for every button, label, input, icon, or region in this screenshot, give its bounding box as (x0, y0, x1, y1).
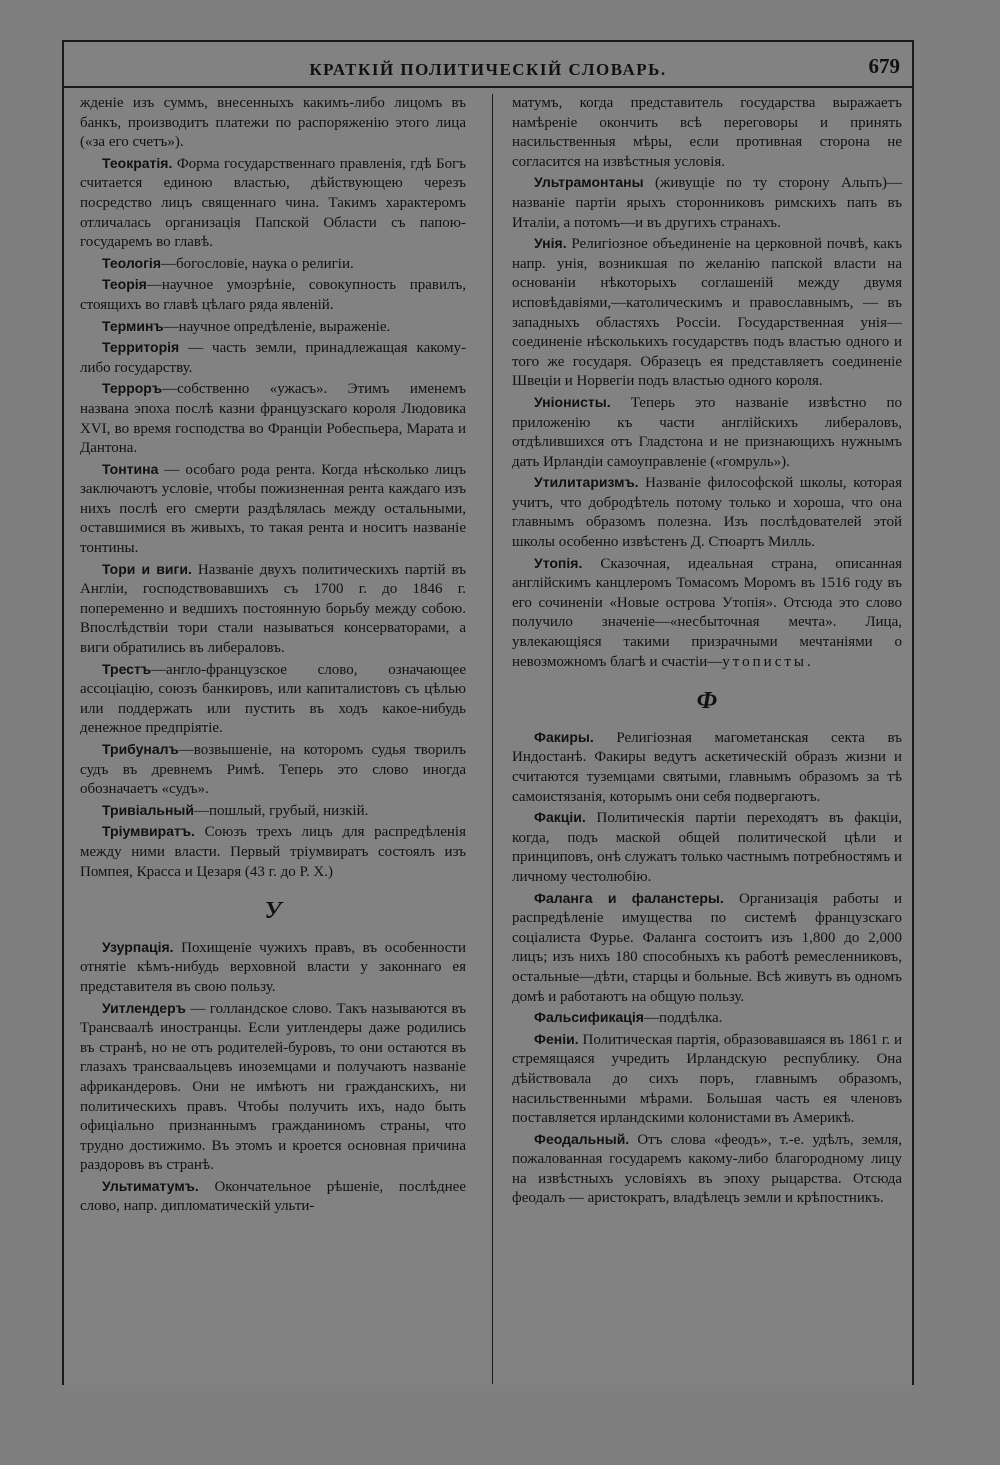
dictionary-entry (80, 338, 466, 378)
entry-definition: —богословіе, наука о религіи. (161, 255, 354, 272)
entry-term: Утилитаризмъ. (534, 474, 639, 491)
entry-term: Утопія. (534, 554, 583, 571)
entry-definition: —пошлый, грубый, низкій. (193, 802, 369, 819)
dictionary-entry (512, 393, 902, 472)
dictionary-entry (80, 740, 466, 800)
dictionary-entry (80, 275, 466, 315)
entry-term: Терминъ (102, 317, 164, 334)
running-title: КРАТКІЙ ПОЛИТИЧЕСКІЙ СЛОВАРЬ. (309, 60, 667, 79)
entry-term: Тори и виги. (102, 560, 192, 577)
entry-definition: —научное умозрѣніе, совокупность правилъ, стоящихъ во главѣ цѣлаго ряда явленій. (80, 277, 466, 313)
entry-term: Факціи. (534, 809, 586, 826)
entry-term: Факиры. (534, 728, 594, 745)
entry-definition: Религіозное объединеніе на церковной почвѣ, какъ напр. унія, возникшая по желанію папской власти на основаніи нѣкоторыхъ соглашеній между двумя исповѣдавіями,—католическимъ и православнымъ, — въ западныхъ областяхъ Россіи. Государственная унія—соединеніе нѣсколькихъ государствъ подъ властью одного и того же государя. Образецъ ея представляетъ соединеніе Швеціи и Норвегіи подъ властью одного короля. (512, 236, 902, 390)
dictionary-entry (512, 473, 902, 552)
entry-definition: — особаго рода рента. Когда нѣсколько лицъ заключаютъ условіе, чтобы пожизненная рента каждаго изъ нихъ послѣ его смерти раздѣлялась между остальными, оставшимися въ живыхъ, то такая рента и носитъ названіе тонтины. (80, 461, 466, 557)
dictionary-entry (80, 460, 466, 559)
entry-definition: —англо-французское слово, означающее ассоціацію, союзъ банкировъ, или капиталистовъ съ цѣлью или поддержать или пустить въ ходъ какое-нибудь денежное предпріятіе. (80, 661, 466, 737)
dictionary-entry (80, 999, 466, 1176)
dictionary-entry (80, 801, 466, 822)
entry-term: Тонтина (102, 460, 159, 477)
entry-term: Фаланга и фаланстеры. (534, 889, 724, 906)
dictionary-entry (80, 938, 466, 998)
page-number: 679 (868, 54, 900, 78)
entry-term: Теорія (102, 276, 147, 293)
entry-term: Феніи. (534, 1030, 579, 1047)
entry-term: Феодальный. (534, 1130, 630, 1147)
dictionary-entry (512, 173, 902, 233)
dictionary-entry (512, 1130, 902, 1209)
page-header (64, 52, 912, 88)
entry-definition: — голландское слово. Такъ называются въ Трансваалѣ иностранцы. Если уитлендеры даже родились въ странѣ, но не отъ родителей-буровъ, то они остаются въ глазахъ трансваальцевъ иноземцами и получаютъ названіе африкандеровъ. Они не имѣютъ ни гражданскихъ, ни политическихъ правъ. Чтобы получить ихъ, надо быть офиціально признаннымъ гражданиномъ страны, что трудно достижимо. Въ этомъ и кроется основная причина раздоровъ въ странѣ. (80, 1000, 466, 1174)
continued-text: жденіе изъ суммъ, внесенныхъ какимъ-либо лицомъ въ банкъ, производитъ платежи по распоряженію этого лица («за его счетъ»). (80, 95, 466, 151)
entry-term: Узурпація. (102, 938, 174, 955)
section-letter-u: У (264, 898, 282, 925)
entry-definition: Союзъ трехъ лицъ для распредѣленія между ними власти. Первый тріумвиратъ состоялъ изъ Помпея, Красса и Цезаря (43 г. до Р. Х.) (80, 824, 466, 880)
entry-definition: Названіе философской школы, которая учитъ, что добродѣтель потому только и хороша, что она главнымъ образомъ полезна. Изъ послѣдователей этой школы особенно извѣстенъ Д. Стюартъ Милль. (512, 475, 902, 551)
entry-definition: Окончательное рѣшеніе, послѣднее слово, напр. дипломатическій ульти- (80, 1178, 466, 1215)
dictionary-entry (512, 1008, 902, 1029)
dictionary-entry (512, 234, 902, 392)
entries-f (512, 728, 902, 1209)
left-column (80, 94, 466, 1218)
dictionary-entry (80, 154, 466, 253)
entry-definition: Похищеніе чужихъ правъ, въ особенности отнятіе кѣмъ-нибудь верховной власти у законнаго ея представителя въ свою пользу. (80, 939, 466, 995)
dictionary-entry (80, 660, 466, 739)
entry-term: Теократія. (102, 154, 173, 171)
entries-t (80, 154, 466, 882)
entries-u (80, 938, 466, 1217)
section-letter-f: Ф (696, 688, 718, 715)
entry-term: Терроръ (102, 380, 163, 397)
entry-spaced-word: утописты. (722, 653, 814, 670)
entry-term: Теологія (102, 254, 161, 271)
entry-term: Уніонисты. (534, 393, 611, 410)
entry-term: Тривіальный (102, 801, 194, 818)
entry-definition: —научное опредѣленіе, выраженіе. (163, 318, 391, 335)
entry-definition: Религіозная магометанская секта въ Индостанѣ. Факиры ведутъ аскетическій образъ жизни и считаются туземцами святыми, главнымъ образомъ за тѣ самоистязанія, которымъ они себя подвергаютъ. (512, 729, 902, 805)
dictionary-entry (512, 1030, 902, 1129)
entry-definition: Политическая партія, образовавшаяся въ 1861 г. и стремящаяся учредить Ирландскую республику. Она дѣйствовала до сихъ поръ, главнымъ образомъ, насильственными мѣрами. Большая часть ея членовъ поставляется ирландскими колонистами въ Америкѣ. (512, 1031, 902, 1127)
entry-definition: Теперь это названіе извѣстно по приложенію къ части англійскихъ либераловъ, отдѣлившихся отъ Гладстона и не признающихъ нужнымъ дать Ирландіи самоуправленіе («гомруль»). (512, 394, 902, 470)
dictionary-entry (80, 379, 466, 458)
entry-definition: (живущіе по ту сторону Альпъ)—названіе партіи ярыхъ сторонниковъ римскихъ папъ въ Италіи, а потомъ—и въ другихъ странахъ. (512, 175, 902, 231)
continued-text: матумъ, когда представитель государства выражаетъ намѣреніе окончить всѣ переговоры и принять насильственныя мѣры, если противная сторона не согласится на извѣстныя условія. (512, 95, 902, 170)
entry-definition: Организація работы и распредѣленіе имущества по системѣ французскаго соціалиста Фурье. Фаланга состоитъ изъ 1,800 до 2,000 лицъ; изъ нихъ 180 способныхъ къ работѣ ремесленниковъ, остальные—дѣти, старцы и больные. Всѣ живутъ въ одномъ домѣ и работаютъ на общую пользу. (512, 890, 902, 1005)
entry-term: Унія. (534, 235, 567, 252)
dictionary-entry (80, 317, 466, 338)
entry-definition: —возвышеніе, на которомъ судья творилъ судъ въ древнемъ Римѣ. Теперь это слово иногда обозначаетъ «судъ». (80, 742, 466, 798)
dictionary-entry (512, 554, 902, 673)
entry-definition: —собственно «ужасъ». Этимъ именемъ названа эпоха послѣ казни французскаго короля Людовика XVI, во время господства во Франціи Робеспьера, Марата и Дантона. (80, 381, 466, 457)
entry-definition: Отъ слова «феодъ», т.-е. удѣлъ, земля, пожалованная государемъ какому-либо благородному лицу на извѣстныхъ условіяхъ въ эпоху рыцарства. Отсюда феодалъ — аристократъ, владѣлецъ земли и крѣпостникъ. (512, 1131, 902, 1207)
entry-definition: Названіе двухъ политическихъ партій въ Англіи, господствовавшихъ съ 1700 г. до 1846 г. попеременно и ведшихъ постоянную борьбу между собою. Впослѣдствіи тори стали называться консерваторами, а виги обратились въ либераловъ. (80, 561, 466, 657)
column-divider (492, 94, 493, 1384)
dictionary-entry (80, 1177, 466, 1217)
entry-term: Ультрамонтаны (534, 174, 644, 191)
entry-definition: Форма государственнаго правленія, гдѣ Богъ считается единою властью, дѣйствующею черезъ посредство лицъ священнаго чина. Такимъ характеромъ отличалась организація Папской Области съ папою-государемъ во главѣ. (80, 155, 466, 251)
entry-term: Территорія (102, 339, 180, 356)
entry-term: Ультиматумъ. (102, 1177, 199, 1194)
entry-term: Трибуналъ (102, 741, 179, 757)
entry-definition: — часть земли, принадлежащая какому-либо государству. (80, 340, 466, 376)
entry-term: Фальсификація (534, 1009, 644, 1026)
dictionary-entry (80, 254, 466, 275)
dictionary-entry (512, 808, 902, 887)
entries-u (512, 173, 902, 672)
dictionary-entry (80, 822, 466, 882)
entry-term: Уитлендеръ (102, 999, 186, 1016)
entry-definition: Сказочная, идеальная страна, описанная англійскимъ канцлеромъ Томасомъ Моромъ въ 1516 году въ его сочиненіи «Новые острова Утопія». Отсюда это слово получило значеніе—«несбыточная мечта». Лица, увлекающіяся такими призрачными мечтаніями о невозможномъ благѣ и счастіи— (512, 555, 902, 670)
right-column (512, 94, 902, 1210)
entry-term: Тріумвиратъ. (102, 823, 195, 840)
dictionary-entry (512, 889, 902, 1008)
dictionary-entry (512, 728, 902, 807)
dictionary-entry (80, 560, 466, 659)
dictionary-page (62, 40, 914, 1385)
entry-definition: —поддѣлка. (643, 1010, 723, 1027)
entry-definition: Политическія партіи переходятъ въ факціи, когда, подъ маской общей политической цѣли и принциповъ, онѣ служатъ только частнымъ потребностямъ и личному честолюбію. (512, 810, 902, 885)
entry-term: Трестъ (102, 660, 152, 677)
